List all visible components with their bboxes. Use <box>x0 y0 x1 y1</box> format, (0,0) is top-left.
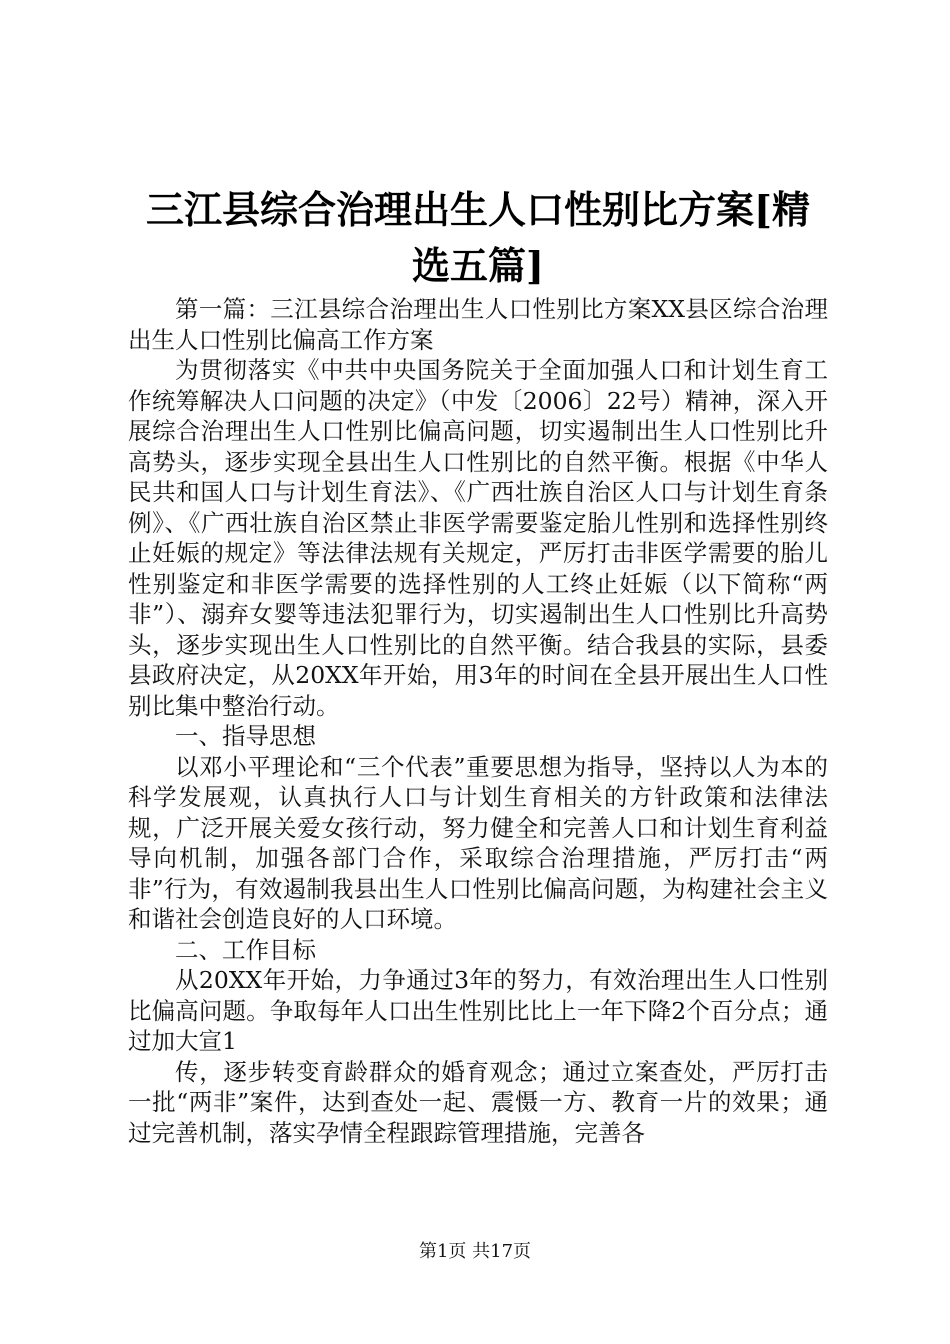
page-number-footer: 第1页 共17页 <box>418 1241 532 1262</box>
paragraph-2: 为贯彻落实《中共中央国务院关于全面加强人口和计划生育工作统筹解决人口问题的决定》（中发〔2006〕22号）精神，深入开展综合治理出生人口性别比偏高问题，切实遏制出生人口性别比升高势头，逐步实现全县出生人口性别比的自然平衡。根据《中华人民共和国人口与计划生育法》、《广西壮族自治区人口与计划生育条例》、《广西壮族自治区禁止非医学需要鉴定胎儿性别和选择性别终止妊娠的规定》等法律法规有关规定，严厉打击非医学需要的胎儿性别鉴定和非医学需要的选择性别的人工终止妊娠（以下简称“两非”）、溺弃女婴等违法犯罪行为，切实遏制出生人口性别比升高势头，逐步实现出生人口性别比的自然平衡。结合我县的实际，县委县政府决定，从20XX年开始，用3年的时间在全县开展出生人口性别比集中整治行动。 <box>128 356 828 720</box>
document-body <box>128 294 828 1148</box>
paragraph-4: 从20XX年开始，力争通过3年的努力，有效治理出生人口性别比偏高问题。争取每年人口出生性别比比上一年下降2个百分点；通过加大宣1 <box>128 966 828 1055</box>
document-title: 三江县综合治理出生人口性别比方案[精选五篇] <box>146 187 810 288</box>
section-heading-guiding-ideology: 一、指导思想 <box>175 722 316 750</box>
paragraph-1: 第一篇：三江县综合治理出生人口性别比方案XX县区综合治理出生人口性别比偏高工作方案 <box>128 295 828 354</box>
paragraph-3: 以邓小平理论和“三个代表”重要思想为指导，坚持以人为本的科学发展观，认真执行人口与计划生育相关的方针政策和法律法规，广泛开展关爱女孩行动，努力健全和完善人口和计划生育利益导向机制，加强各部门合作，采取综合治理措施，严厉打击“两非”行为，有效遏制我县出生人口性别比偏高问题，为构建社会主义和谐社会创造良好的人口环境。 <box>128 752 828 933</box>
paragraph-5: 传，逐步转变育龄群众的婚育观念；通过立案查处，严厉打击一批“两非”案件，达到查处一起、震慑一方、教育一片的效果；通过完善机制，落实孕情全程跟踪管理措施，完善各 <box>128 1057 828 1147</box>
section-heading-work-goals: 二、工作目标 <box>175 935 316 964</box>
